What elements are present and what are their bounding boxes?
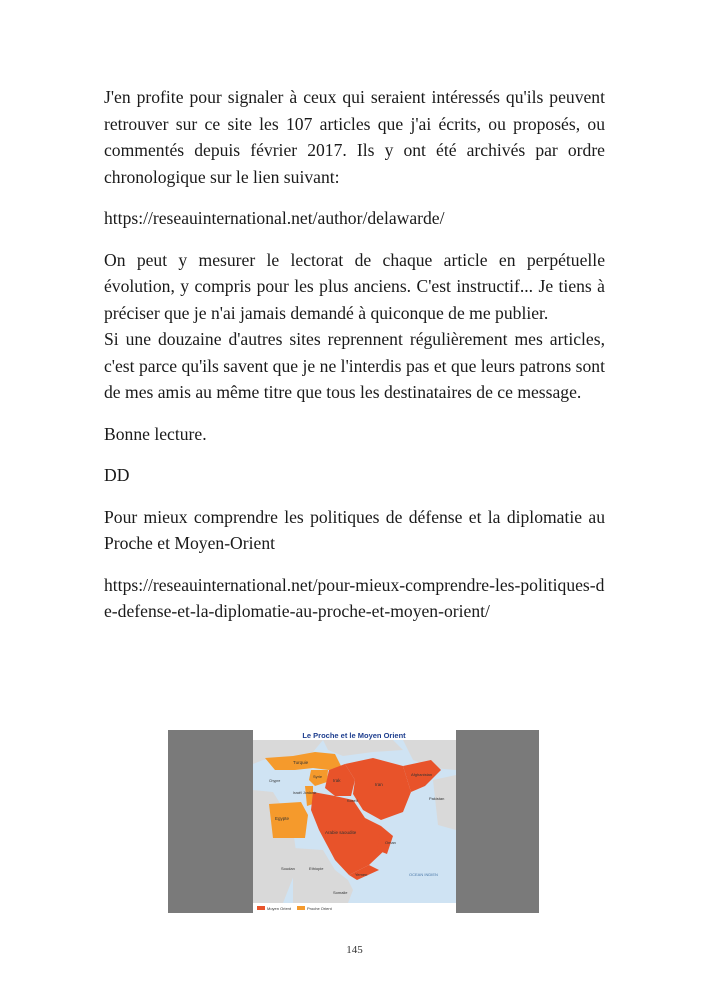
paragraph-lectorat: On peut y mesurer le lectorat de chaque article en perpétuelle évolution, y compris pour les plus anciens. C'est instructif... Je tiens à préciser que je n'ai jamais demandé à quiconque de me publier. bbox=[104, 249, 605, 323]
middle-east-map bbox=[253, 730, 456, 913]
label-afghanistan: Afghanistan bbox=[411, 772, 433, 777]
paragraph-intro: J'en profite pour signaler à ceux qui seraient intéressés qu'ils peuvent retrouver sur ce site les 107 articles que j'ai écrits, ou proposés, ou commentés depuis février 2017. Ils y ont été archivés par ordre chronologique sur le lien suivant: bbox=[104, 87, 605, 187]
paragraph-bonne-lecture: Bonne lecture. bbox=[104, 423, 207, 444]
label-israel: Israël bbox=[293, 791, 302, 795]
label-irak: Irak bbox=[333, 778, 341, 783]
label-koweit: Koweït bbox=[347, 799, 358, 803]
map-figure bbox=[168, 730, 539, 913]
label-syrie: Syrie bbox=[313, 774, 323, 779]
legend-moyen: Moyen Orient bbox=[267, 906, 292, 911]
article-title: Pour mieux comprendre les politiques de défense et la diplomatie au Proche et Moyen-Orient bbox=[104, 506, 605, 553]
label-arabie: Arabie saoudite bbox=[325, 830, 357, 835]
label-turquie: Turquie bbox=[293, 760, 309, 765]
article-link[interactable]: https://reseauinternational.net/pour-mieux-comprendre-les-politiques-de-defense-et-la-diplomatie-au-proche-et-moyen-orient/ bbox=[104, 574, 605, 621]
label-oman: Oman bbox=[385, 840, 396, 845]
legend-swatch-proche bbox=[297, 906, 305, 910]
label-pakistan: Pakistan bbox=[429, 796, 445, 801]
author-link[interactable]: https://reseauinternational.net/author/delawarde/ bbox=[104, 208, 445, 228]
label-jordanie: Jordanie bbox=[303, 791, 317, 795]
label-ocean: OCEAN INDIEN bbox=[409, 872, 438, 877]
legend-proche: Proche Orient bbox=[307, 906, 332, 911]
label-yemen: Yemen bbox=[355, 872, 368, 877]
label-chypre: Chypre bbox=[269, 779, 281, 783]
label-somalie: Somalie bbox=[333, 890, 348, 895]
signature: DD bbox=[104, 465, 130, 485]
document-body bbox=[104, 84, 605, 625]
label-iran: Iran bbox=[375, 782, 383, 787]
legend-swatch-moyen bbox=[257, 906, 265, 910]
label-soudan: Soudan bbox=[281, 866, 295, 871]
label-ethiopie: Ethiopie bbox=[309, 866, 324, 871]
paragraph-sites: Si une douzaine d'autres sites reprennent régulièrement mes articles, c'est parce qu'ils savent que je ne l'interdis pas et que leurs patrons sont de mes amis au même titre que tous les destinataires de ce message. bbox=[104, 329, 605, 402]
map-title: Le Proche et le Moyen Orient bbox=[302, 731, 406, 740]
page-number: 145 bbox=[346, 944, 363, 956]
label-egypte: Egypte bbox=[275, 816, 290, 821]
map-svg bbox=[253, 730, 456, 913]
